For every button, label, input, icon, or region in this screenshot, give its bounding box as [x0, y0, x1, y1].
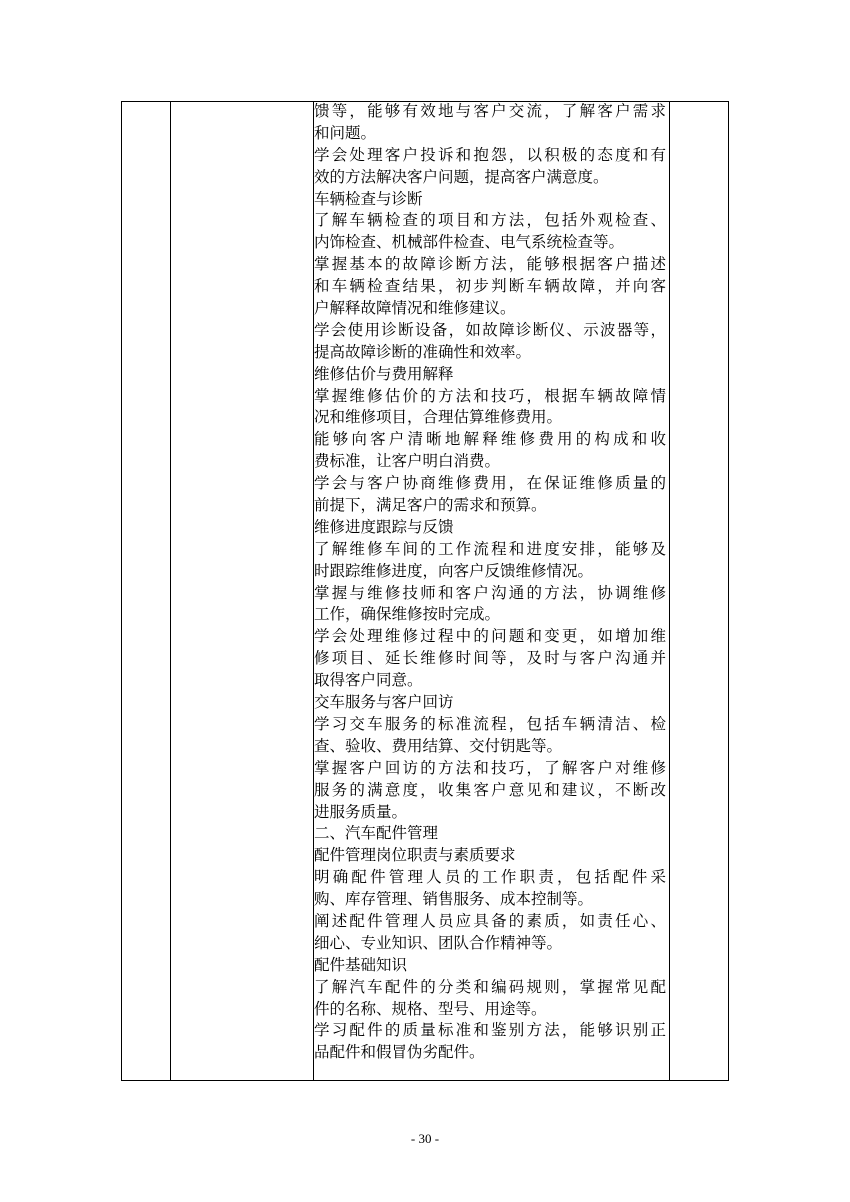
- text-line: 费标准，让客户明白消费。: [314, 452, 501, 471]
- text-line: 掌握客户回访的方法和技巧，了解客户对维修: [314, 758, 666, 777]
- text-line: 件的名称、规格、型号、用途等。: [314, 999, 547, 1018]
- text-line: 细心、专业知识、团队合作精神等。: [314, 933, 563, 952]
- text-line: 学会与客户协商维修费用，在保证维修质量的: [314, 474, 666, 493]
- text-line: 前提下，满足客户的需求和预算。: [314, 496, 547, 515]
- text-line: 配件管理岗位职责与素质要求: [314, 846, 516, 865]
- text-line: 况和维修项目，合理估算维修费用。: [314, 408, 563, 427]
- table-cell-content: [314, 101, 666, 1064]
- text-line: 了解维修车间的工作流程和进度安排，能够及: [314, 539, 666, 558]
- text-line: 车辆检查与诊断: [314, 189, 423, 208]
- text-line: 服务的满意度，收集客户意见和建议，不断改: [314, 780, 666, 799]
- text-line: 馈等，能够有效地与客户交流，了解客户需求: [314, 102, 666, 120]
- text-line: 品配件和假冒伪劣配件。: [314, 1043, 485, 1062]
- text-line: 维修估价与费用解释: [314, 364, 454, 383]
- text-line: 工作，确保维修按时完成。: [314, 605, 501, 624]
- text-line: 效的方法解决客户问题，提高客户满意度。: [314, 167, 609, 186]
- text-line: 修项目、延长维修时间等，及时与客户沟通并: [314, 649, 666, 668]
- text-line: 学会处理客户投诉和抱怨，以积极的态度和有: [314, 145, 666, 164]
- text-line: 学会处理维修过程中的问题和变更，如增加维: [314, 627, 666, 646]
- text-line: 了解车辆检查的项目和方法，包括外观检查、: [314, 211, 666, 230]
- text-line: 能够向客户清晰地解释维修费用的构成和收: [314, 430, 666, 449]
- page-number: - 30 -: [410, 1131, 440, 1146]
- text-line: 和车辆检查结果，初步判断车辆故障，并向客: [314, 277, 666, 296]
- text-line: 阐述配件管理人员应具备的素质，如责任心、: [314, 911, 666, 930]
- text-line: 学习交车服务的标准流程，包括车辆清洁、检: [314, 714, 666, 733]
- column-divider-3: [669, 102, 670, 1080]
- text-line: 掌握与维修技师和客户沟通的方法，协调维修: [314, 583, 666, 602]
- text-line: 和问题。: [314, 123, 377, 142]
- text-line: 学会使用诊断设备，如故障诊断仪、示波器等，: [314, 320, 666, 339]
- text-line: 维修进度跟踪与反馈: [314, 517, 454, 536]
- text-line: 了解汽车配件的分类和编码规则，掌握常见配: [314, 977, 666, 996]
- text-line: 查、验收、费用结算、交付钥匙等。: [314, 736, 563, 755]
- text-line: 提高故障诊断的准确性和效率。: [314, 342, 532, 361]
- text-line: 时跟踪维修进度，向客户反馈维修情况。: [314, 561, 594, 580]
- text-line: 二、汽车配件管理: [314, 824, 439, 843]
- text-line: 取得客户同意。: [314, 671, 423, 690]
- text-line: 购、库存管理、销售服务、成本控制等。: [314, 890, 594, 909]
- text-line: 进服务质量。: [314, 802, 408, 821]
- text-line: 学习配件的质量标准和鉴别方法，能够识别正: [314, 1021, 666, 1040]
- text-line: 配件基础知识: [314, 955, 408, 974]
- text-line: 掌握基本的故障诊断方法，能够根据客户描述: [314, 255, 666, 274]
- text-line: 明确配件管理人员的工作职责，包括配件采: [314, 868, 666, 887]
- text-line: 内饰检查、机械部件检查、电气系统检查等。: [314, 233, 625, 252]
- text-line: 掌握维修估价的方法和技巧，根据车辆故障情: [314, 386, 666, 405]
- column-divider-1: [170, 102, 171, 1080]
- text-line: 交车服务与客户回访: [314, 693, 454, 712]
- text-line: 户解释故障情况和维修建议。: [314, 299, 516, 318]
